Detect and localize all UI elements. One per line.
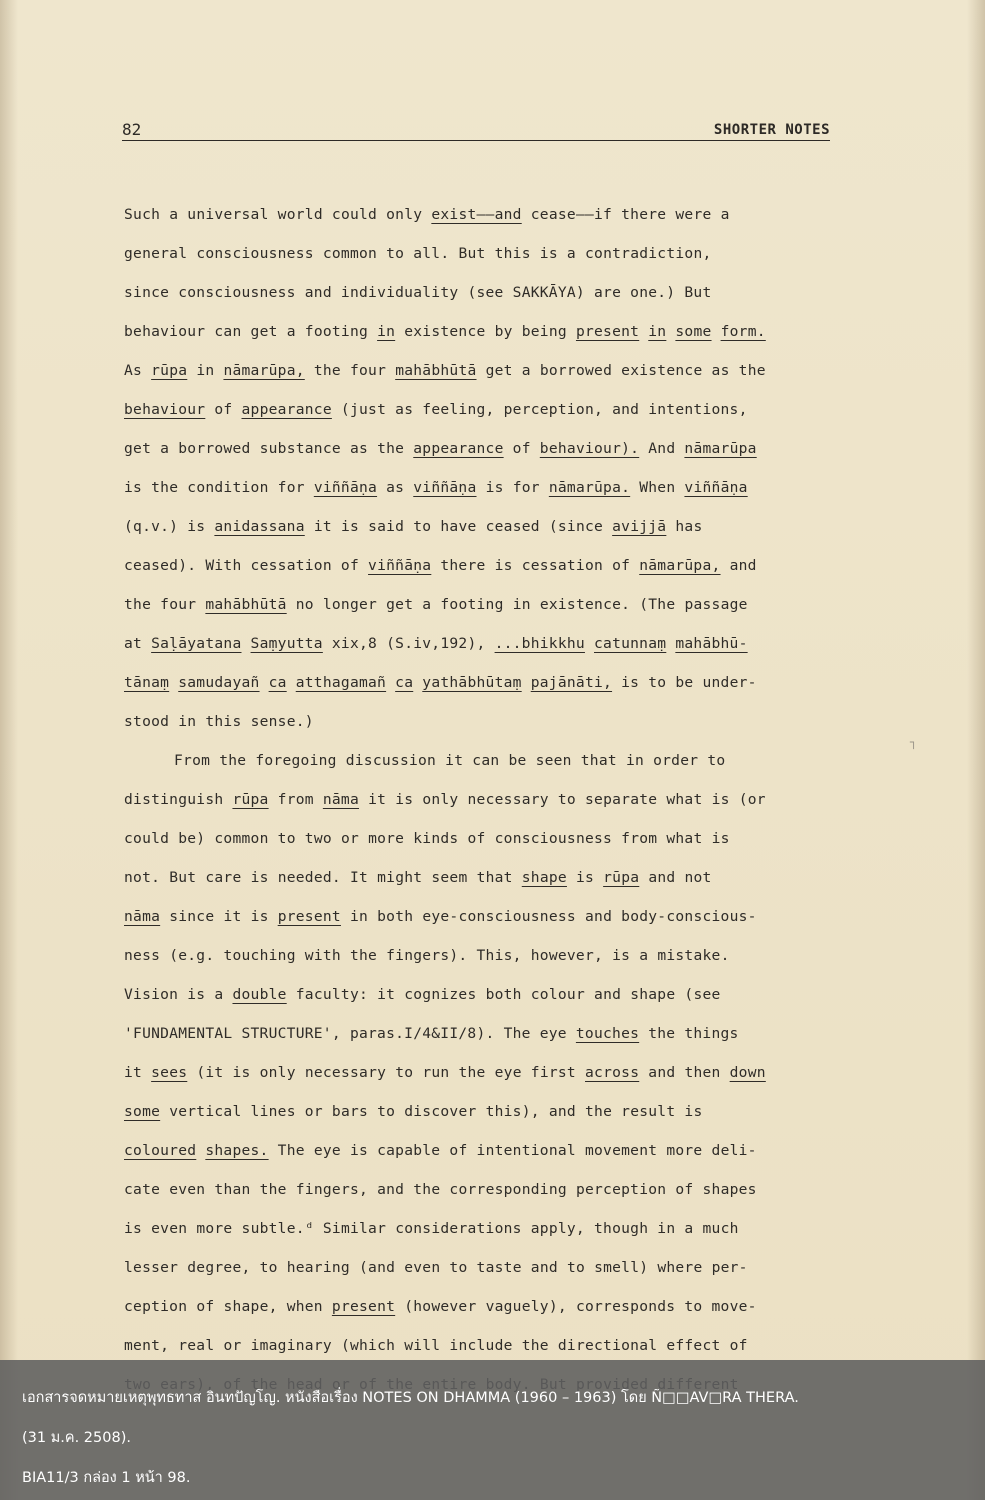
running-title: SHORTER NOTES bbox=[713, 122, 830, 138]
text-line: could be) common to two or more kinds of consciousness from what is bbox=[124, 830, 730, 847]
text-line: since consciousness and individuality (see SAKKĀYA) are one.) But bbox=[124, 284, 712, 301]
text-line: at Saḷāyatana Saṃyutta xix,8 (S.iv,192), ...bhikkhu catunnaṃ mahābhū- bbox=[124, 635, 748, 652]
text-line: nāma since it is present in both eye-consciousness and body-conscious- bbox=[124, 908, 757, 925]
text-line: Such a universal world could only exist——and cease——if there were a bbox=[124, 206, 730, 223]
text-line: is the condition for viññāṇa as viññāṇa is for nāmarūpa. When viññāṇa bbox=[124, 479, 748, 496]
caption-line-3: BIA11/3 กล่อง 1 หน้า 98. bbox=[22, 1470, 191, 1486]
text-line: ception of shape, when present (however vaguely), corresponds to move- bbox=[124, 1298, 757, 1315]
text-line: (q.v.) is anidassana it is said to have ceased (since avijjā has bbox=[124, 518, 703, 535]
text-line: ceased). With cessation of viññāṇa there is cessation of nāmarūpa, and bbox=[124, 557, 757, 574]
text-line: lesser degree, to hearing (and even to taste and to smell) where per- bbox=[124, 1259, 748, 1276]
text-line: the four mahābhūtā no longer get a footing in existence. (The passage bbox=[124, 596, 748, 613]
text-line: From the foregoing discussion it can be seen that in order to bbox=[174, 752, 726, 769]
text-line: stood in this sense.) bbox=[124, 713, 314, 730]
text-line: ness (e.g. touching with the fingers). This, however, is a mistake. bbox=[124, 947, 730, 964]
text-line: distinguish rūpa from nāma it is only necessary to separate what is (or bbox=[124, 791, 766, 808]
page-edge-right bbox=[967, 0, 985, 1500]
text-line: some vertical lines or bars to discover this), and the result is bbox=[124, 1103, 703, 1120]
text-line: behaviour can get a footing in existence by being present in some form. bbox=[124, 323, 766, 340]
caption-line-1: เอกสารจดหมายเหตุพุทธทาส อินทปัญโญ. หนังสือเรื่อง NOTES ON DHAMMA (1960 – 1963) โดย Ñ□□AV□RA THERA. bbox=[22, 1390, 799, 1406]
text-line: coloured shapes. The eye is capable of intentional movement more deli- bbox=[124, 1142, 757, 1159]
text-line: it sees (it is only necessary to run the eye first across and then down bbox=[124, 1064, 766, 1081]
text-line: get a borrowed substance as the appearance of behaviour). And nāmarūpa bbox=[124, 440, 757, 457]
text-line: cate even than the fingers, and the corresponding perception of shapes bbox=[124, 1181, 757, 1198]
text-line: 'FUNDAMENTAL STRUCTURE', paras.I/4&II/8). The eye touches the things bbox=[124, 1025, 739, 1042]
typed-text-body bbox=[124, 195, 840, 1404]
text-line: As rūpa in nāmarūpa, the four mahābhūtā get a borrowed existence as the bbox=[124, 362, 766, 379]
text-line: Vision is a double faculty: it cognizes both colour and shape (see bbox=[124, 986, 721, 1003]
page-edge-left bbox=[0, 0, 18, 1500]
archive-caption-bar bbox=[0, 1360, 985, 1500]
paper-mark: ┐ bbox=[910, 735, 918, 749]
text-line: tānaṃ samudayañ ca atthagamañ ca yathābhūtaṃ pajānāti, is to be under- bbox=[124, 674, 757, 691]
caption-line-2: (31 ม.ค. 2508). bbox=[22, 1430, 131, 1446]
text-line: not. But care is needed. It might seem that shape is rūpa and not bbox=[124, 869, 712, 886]
text-line: is even more subtle.ᵈ Similar considerations apply, though in a much bbox=[124, 1220, 739, 1237]
header-rule bbox=[122, 140, 830, 141]
text-line: ment, real or imaginary (which will include the directional effect of bbox=[124, 1337, 748, 1354]
text-line: behaviour of appearance (just as feeling, perception, and intentions, bbox=[124, 401, 748, 418]
page-header bbox=[122, 120, 830, 142]
text-line: general consciousness common to all. But this is a contradiction, bbox=[124, 245, 712, 262]
page-number: 82 bbox=[122, 120, 142, 139]
